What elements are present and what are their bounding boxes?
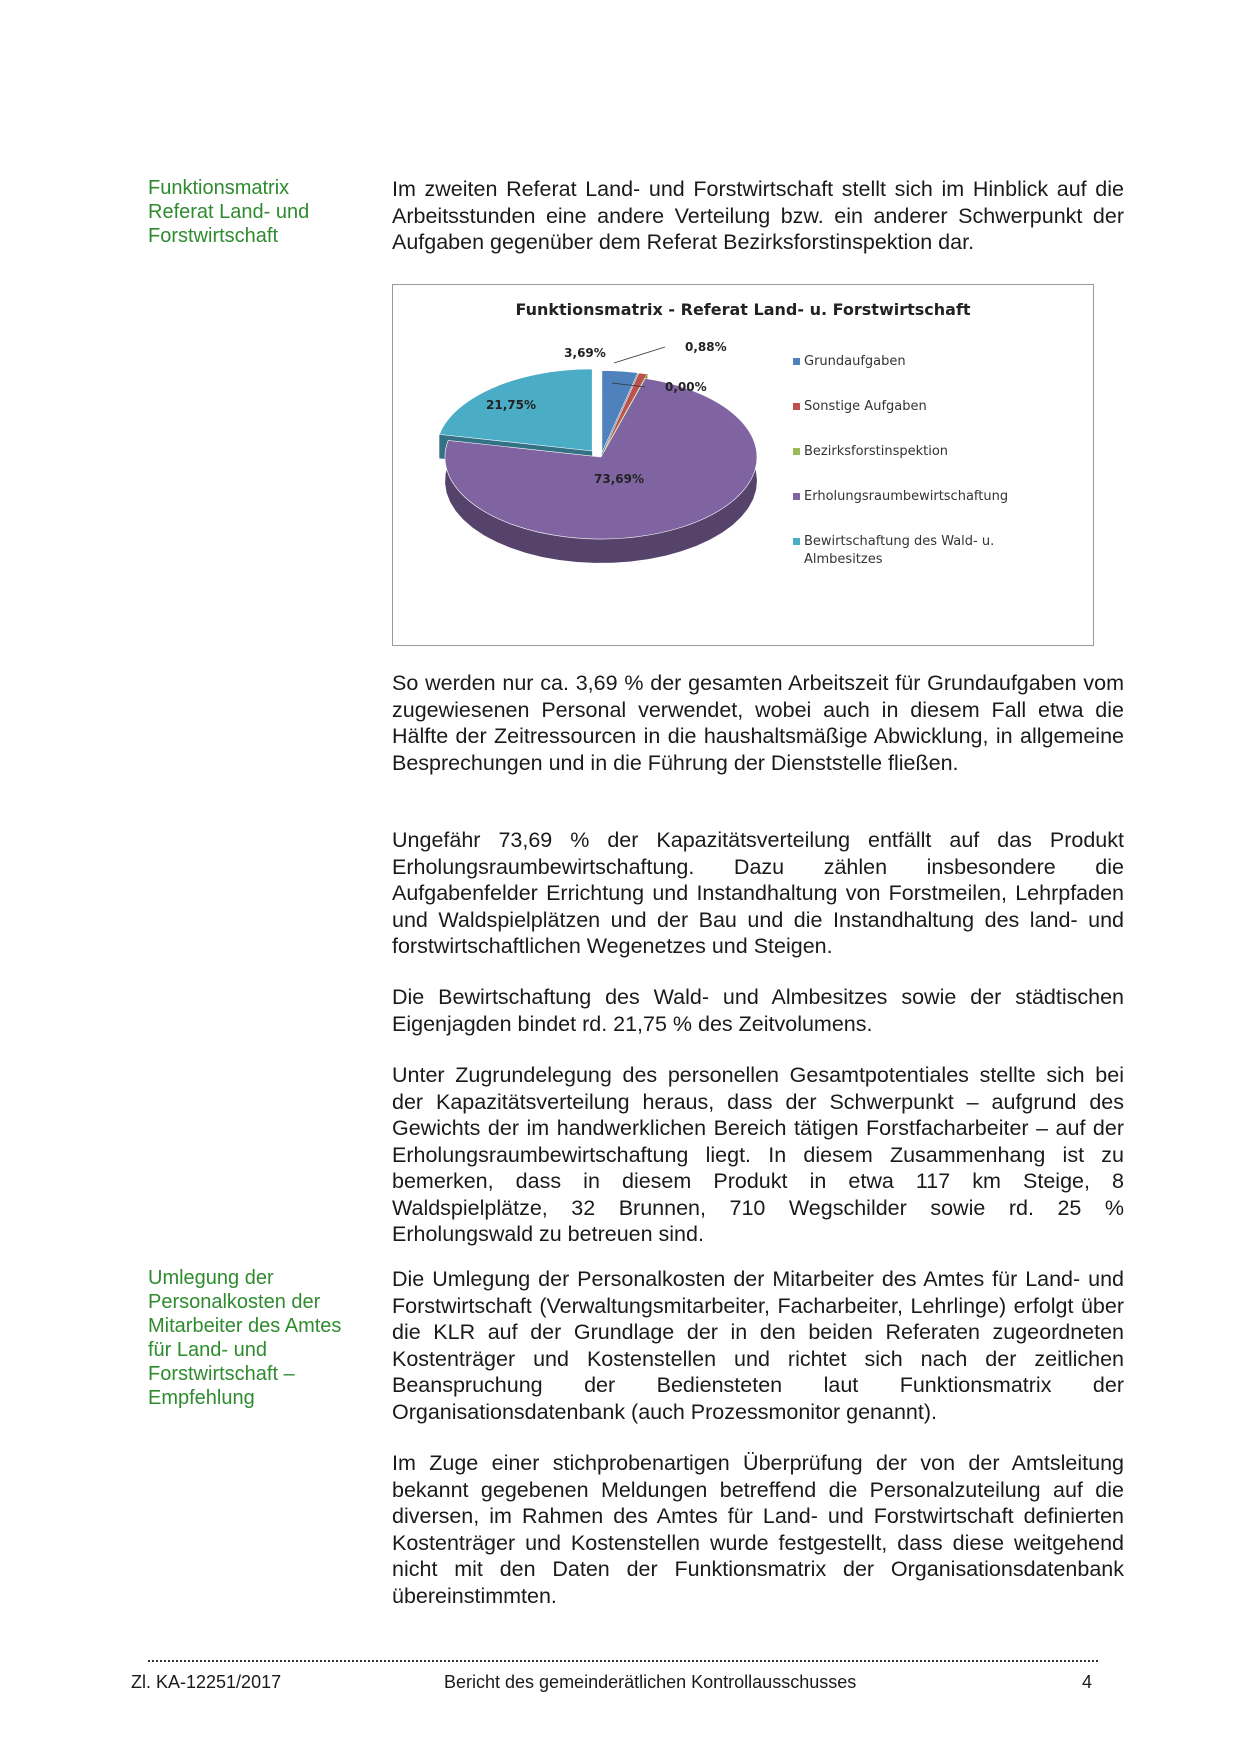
data-label-bezirksforstinspektion: 0,00% bbox=[665, 380, 707, 394]
legend-swatch-sonstige-aufgaben bbox=[793, 403, 800, 410]
paragraph-umlegung: Die Umlegung der Personalkosten der Mitarbeiter des Amtes für Land- und Forstwirtschaft (Verwaltungsmitarbeiter, Facharbeiter, Lehrlinge) erfolgt über die KLR auf der Grundlage der in den beiden Referaten zugeordneten Kostenträger und Kostenstellen und richtet sich nach der zeitlichen Beanspruchung der Bediensteten laut Funktionsmatrix der Organisationsdatenbank (auch Prozessmonitor genannt). bbox=[392, 1267, 1124, 1424]
paragraph-schwerpunkt: Unter Zugrundelegung des personellen Gesamtpotentiales stellte sich bei der Kapazitätsverteilung heraus, dass der Schwerpunkt – aufgrund des Gewichts der im handwerklichen Bereich tätigen Forstfacharbeiter – auf der Erholungsraumbewirtschaftung liegt. In diesem Zusammenhang ist zu bemerken, dass in diesem Produkt in etwa 117 km Steige, 8 Waldspielplätze, 32 Brunnen, 710 Wegschilder sowie rd. 25 % Erholungswald zu betreuen sind. bbox=[392, 1063, 1124, 1246]
legend-swatch-erholungsraum bbox=[793, 493, 800, 500]
paragraph-erholungsraum: Ungefähr 73,69 % der Kapazitätsverteilung entfällt auf das Produkt Erholungsraumbewirtschaftung. Dazu zählen insbesondere die Aufgabenfelder Errichtung und Instandhaltung von Forstmeilen, Lehrpfaden und Waldspielplätzen und der Bau und die Instandhaltung des land- und forstwirtschaftlichen Wegenetzes und Steigen. bbox=[392, 828, 1124, 958]
page-number: 4 bbox=[1082, 1672, 1093, 1692]
paragraph-grundaufgaben: So werden nur ca. 3,69 % der gesamten Arbeitszeit für Grundaufgaben vom zugewiesenen Personal verwendet, wobei auch in diesem Fall etwa die Hälfte der Zeitressourcen in die haushaltsmäßige Abwicklung, in allgemeine Besprechungen und in die Führung der Dienststelle fließen. bbox=[392, 671, 1124, 775]
paragraph-ueberpruefung: Im Zuge einer stichprobenartigen Überprüfung der von der Amtsleitung bekannt gegebenen Meldungen betreffend die Personalzuteilung auf die diversen, im Rahmen des Amtes für Land- und Forstwirtschaft definierten Kostenträger und Kostenstellen wurde festgestellt, dass diese weitgehend nicht mit den Daten der Funktionsmatrix der Organisationsdatenbank übereinstimmten. bbox=[392, 1451, 1124, 1608]
footer-title: Bericht des gemeinderätlichen Kontrollausschusses bbox=[444, 1672, 857, 1692]
legend-label-sonstige-aufgaben: Sonstige Aufgaben bbox=[804, 399, 927, 414]
data-label-grundaufgaben: 3,69% bbox=[564, 346, 606, 360]
margin-note-umlegung bbox=[148, 1266, 358, 1410]
paragraph-bewirtschaftung: Die Bewirtschaftung des Wald- und Almbesitzes sowie der städtischen Eigenjagden bindet rd. 21,75 % des Zeitvolumens. bbox=[392, 985, 1124, 1036]
paragraph-intro: Im zweiten Referat Land- und Forstwirtschaft stellt sich im Hinblick auf die Arbeitsstunden eine andere Verteilung bzw. ein anderer Schwerpunkt der Aufgaben gegenüber dem Referat Bezirksforstinspektion dar. bbox=[392, 177, 1124, 254]
legend-label-grundaufgaben: Grundaufgaben bbox=[804, 354, 906, 369]
legend-label-bewirtschaftung: Bewirtschaftung des Wald- u. bbox=[804, 534, 995, 549]
data-label-bewirtschaftung: 21,75% bbox=[486, 398, 536, 412]
legend-swatch-grundaufgaben bbox=[793, 358, 800, 365]
data-label-erholungsraum: 73,69% bbox=[594, 472, 644, 486]
margin-note-line: Referat Land- und bbox=[148, 201, 310, 223]
margin-note-line: Umlegung der bbox=[148, 1267, 274, 1289]
margin-note-line: für Land- und bbox=[148, 1339, 267, 1361]
margin-note-funktionsmatrix bbox=[148, 176, 358, 248]
data-label-sonstige-aufgaben: 0,88% bbox=[685, 340, 727, 354]
pie-chart bbox=[392, 284, 1094, 646]
margin-note-line: Empfehlung bbox=[148, 1387, 255, 1409]
margin-note-line: Funktionsmatrix bbox=[148, 177, 290, 199]
margin-note-line: Forstwirtschaft bbox=[148, 225, 279, 247]
legend-swatch-bezirksforstinspektion bbox=[793, 448, 800, 455]
legend-swatch-bewirtschaftung bbox=[793, 538, 800, 545]
data-label-leader-sonstige-aufgaben bbox=[614, 347, 665, 363]
chart-title: Funktionsmatrix - Referat Land- u. Forstwirtschaft bbox=[515, 300, 971, 319]
margin-note-line: Mitarbeiter des Amtes bbox=[148, 1315, 342, 1337]
legend-label-bezirksforstinspektion: Bezirksforstinspektion bbox=[804, 444, 949, 459]
margin-note-line: Forstwirtschaft – bbox=[148, 1363, 295, 1385]
footer-divider bbox=[148, 1650, 1098, 1662]
legend-label-erholungsraum: Erholungsraumbewirtschaftung bbox=[804, 489, 1009, 504]
footer-reference: Zl. KA-12251/2017 bbox=[131, 1672, 282, 1692]
pie-chart-svg bbox=[393, 285, 1093, 645]
legend-label-bewirtschaftung: Almbesitzes bbox=[804, 552, 883, 567]
margin-note-line: Personalkosten der bbox=[148, 1291, 321, 1313]
